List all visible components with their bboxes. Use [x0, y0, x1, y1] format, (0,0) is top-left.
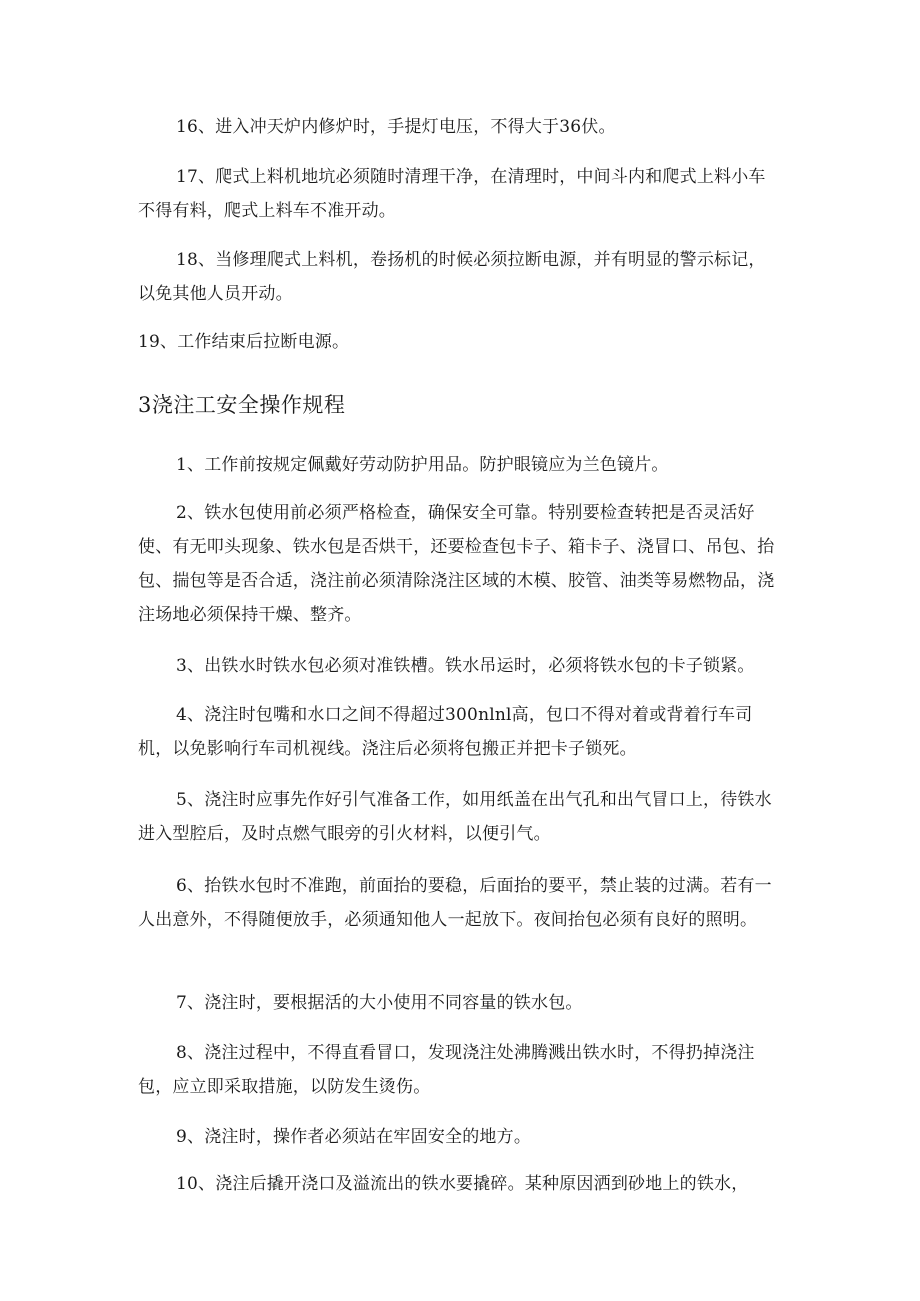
section-item-2-block	[138, 496, 782, 632]
item-19: 19、工作结束后拉断电源。	[138, 332, 350, 352]
section-item-3-block	[138, 649, 782, 683]
section-title: 3浇注工安全操作规程	[138, 393, 346, 417]
section-item-1-block	[138, 448, 782, 482]
section-item-3: 3、出铁水时铁水包必须对准铁槽。铁水吊运时，必须将铁水包的卡子锁紧。	[176, 656, 755, 676]
section-item-4-block	[138, 698, 782, 766]
section-title-block	[138, 388, 782, 422]
section-item-8-block	[138, 1036, 782, 1104]
item-17-block	[138, 160, 782, 228]
item-16: 16、进入冲天炉内修炉时，手提灯电压，不得大于36伏。	[176, 117, 616, 137]
item-19-block	[138, 325, 782, 359]
section-item-10: 10、浇注后撬开浇口及溢流出的铁水要撬碎。某种原因洒到砂地上的铁水，	[176, 1174, 749, 1194]
item-17: 17、爬式上料机地坑必须随时清理干净，在清理时，中间斗内和爬式上料小车不得有料，爬式上料车不准开动。	[138, 167, 766, 221]
section-item-9-block	[138, 1120, 782, 1154]
section-item-6: 6、抬铁水包时不准跑，前面抬的要稳，后面抬的要平，禁止装的过满。若有一人出意外，不得随便放手，必须通知他人一起放下。夜间抬包必须有良好的照明。	[138, 876, 772, 930]
section-item-1: 1、工作前按规定佩戴好劳动防护用品。防护眼镜应为兰色镜片。	[176, 455, 669, 475]
section-item-7-block	[138, 986, 782, 1020]
section-item-4: 4、浇注时包嘴和水口之间不得超过300nlnl高，包口不得对着或背着行车司机，以免影响行车司机视线。浇注后必须将包搬正并把卡子锁死。	[138, 705, 753, 759]
section-item-7: 7、浇注时，要根据活的大小使用不同容量的铁水包。	[176, 993, 583, 1013]
section-item-5: 5、浇注时应事先作好引气准备工作，如用纸盖在出气孔和出气冒口上，待铁水进入型腔后，及时点燃气眼旁的引火材料，以便引气。	[138, 790, 772, 844]
section-item-9: 9、浇注时，操作者必须站在牢固安全的地方。	[176, 1127, 532, 1147]
item-16-block	[138, 110, 782, 144]
section-item-10-block	[138, 1167, 782, 1201]
section-item-6-block	[138, 869, 782, 937]
item-18-block	[138, 243, 782, 311]
section-item-2: 2、铁水包使用前必须严格检查，确保安全可靠。特别要检查转把是否灵活好使、有无叩头现象、铁水包是否烘干，还要检查包卡子、箱卡子、浇冒口、吊包、抬包、揣包等是否合适，浇注前必须清除浇注区域的木模、胶管、油类等易燃物品，浇注场地必须保持干燥、整齐。	[138, 503, 775, 625]
item-18: 18、当修理爬式上料机，卷扬机的时候必须拉断电源，并有明显的警示标记，以免其他人员开动。	[138, 250, 766, 304]
section-item-8: 8、浇注过程中，不得直看冒口，发现浇注处沸腾溅出铁水时，不得扔掉浇注包，应立即采取措施，以防发生烫伤。	[138, 1043, 755, 1097]
section-item-5-block	[138, 783, 782, 851]
